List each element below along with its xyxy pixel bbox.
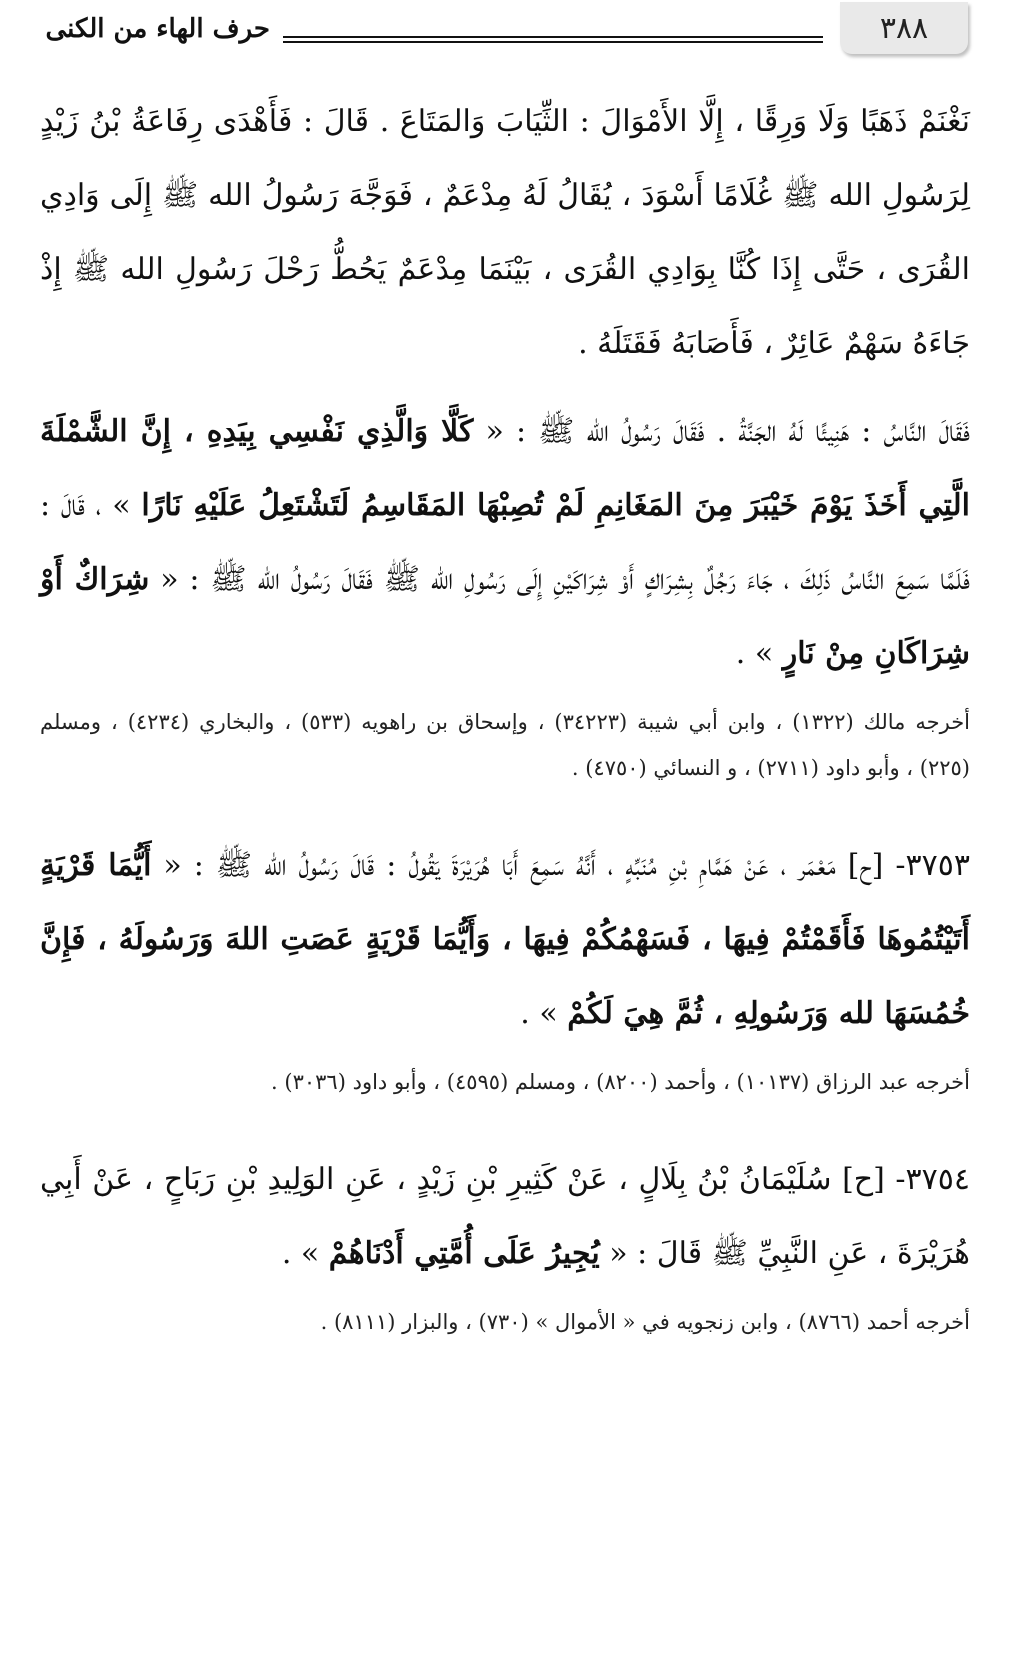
para2-intro: فَقَالَ النَّاسُ : هَنِيئًا لَهُ الجَنَّةُ . فَقَالَ رَسُولُ الله ﷺ : « xyxy=(473,414,970,449)
paragraph-continued: نَغْنَمْ ذَهَبًا وَلَا وَرِقًا ، إِلَّا الأَمْوَالَ : الثِّيَابَ وَالمَتَاعَ . قَالَ : فَأَهْدَى رِفَاعَةُ بْنُ زَيْدٍ لِرَسُولِ الله ﷺ غُلَامًا أَسْوَدَ ، يُقَالُ لَهُ مِدْعَمٌ ، فَوَجَّهَ رَسُولُ الله ﷺ إِلَى وَادِي القُرَى ، حَتَّى إِذَا كُنَّا بِوَادِي القُرَى ، بَيْنَمَا مِدْعَمٌ يَحُطُّ رَحْلَ رَسُولِ الله ﷺ إِذْ جَاءَهُ سَهْمٌ عَائِرٌ ، فَأَصَابَهُ فَقَتَلَهُ . xyxy=(40,104,970,361)
header-title-wrap xyxy=(0,14,270,44)
footnote-2: أخرجه عبد الرزاق (١٠١٣٧) ، وأحمد (٨٢٠٠) ، ومسلم (٤٥٩٥) ، وأبو داود (٣٠٣٦) . xyxy=(271,1070,970,1094)
page-header xyxy=(0,0,1010,60)
para2-prophetic-speech: كَلَّا وَالَّذِي نَفْسِي بِيَدِهِ ، إِنَّ الشَّمْلَةَ الَّتِي أَخَذَ يَوْمَ خَيْبَرَ مِنَ المَغَانِمِ لَمْ تُصِبْهَا المَقَاسِمُ لَتَشْتَعِلُ عَلَيْهِ نَارًا xyxy=(40,414,970,523)
header-rule xyxy=(283,36,823,43)
para2-end: » . xyxy=(735,636,783,671)
para2-mid: » ، قَالَ : فَلَمَّا سَمِعَ النَّاسُ ذَلِكَ ، جَاءَ رَجُلٌ بِشِرَاكٍ أَوْ شِرَاكَيْنِ إِلَى رَسُولِ الله ﷺ فَقَالَ رَسُولُ الله ﷺ : « xyxy=(40,488,970,597)
page-body xyxy=(40,85,970,1365)
running-title: حرف الهاء من الكنى xyxy=(45,14,270,44)
page-number: ٣٨٨ xyxy=(840,2,968,54)
footnote-3: أخرجه أحمد (٨٧٦٦) ، وابن زنجويه في « الأموال » (٧٣٠) ، والبزار (٨١١١) . xyxy=(320,1310,970,1334)
hadith-3753-text: أَيُّمَا قَرْيَةٍ أَتَيْتُمُوهَا فَأَقَمْتُمْ فِيهَا ، فَسَهْمُكُمْ فِيهَا ، وَأَيُّمَا قَرْيَةٍ عَصَتِ اللهَ وَرَسُولَهُ ، فَإِنَّ خُمُسَهَا لله وَرَسُولِهِ ، ثُمَّ هِيَ لَكُمْ xyxy=(40,848,970,1031)
hadith-3754-end: » . xyxy=(281,1236,329,1271)
paragraph-hadith-shamla xyxy=(40,395,970,691)
hadith-3754-text: يُجِيرُ عَلَى أُمَّتِي أَدْنَاهُمْ xyxy=(328,1236,600,1271)
hadith-3754 xyxy=(40,1143,970,1291)
hadith-3753 xyxy=(40,829,970,1051)
hadith-3754-intro: ٣٧٥٤- [ح] سُلَيْمَانُ بْنُ بِلَالٍ ، عَنْ كَثِيرِ بْنِ زَيْدٍ ، عَنِ الوَلِيدِ بْنِ رَبَاحٍ ، عَنْ أَبِي هُرَيْرَةَ ، عَنِ النَّبِيِّ ﷺ قَالَ : « xyxy=(40,1162,970,1271)
hadith-3753-end: » . xyxy=(520,996,568,1031)
para2-prophetic-speech-2: شِرَاكٌ أَوْ شِرَاكَانِ مِنْ نَارٍ xyxy=(40,562,970,671)
footnote-1: أخرجه مالك (١٣٢٢) ، وابن أبي شيبة (٣٤٢٢٣) ، وإسحاق بن راهويه (٥٣٣) ، والبخاري (٤٢٣٤) ، ومسلم (٢٢٥) ، وأبو داود (٢٧١١) ، و النسائي (٤٧٥٠) . xyxy=(40,710,971,780)
hadith-3753-intro: ٣٧٥٣- [ح] مَعْمَر ، عَنْ هَمَّامِ بْنِ مُنَبِّهٍ ، أَنَّهُ سَمِعَ أَبَا هُرَيْرَةَ يَقُولُ : قَالَ رَسُولُ الله ﷺ : « xyxy=(151,848,970,883)
